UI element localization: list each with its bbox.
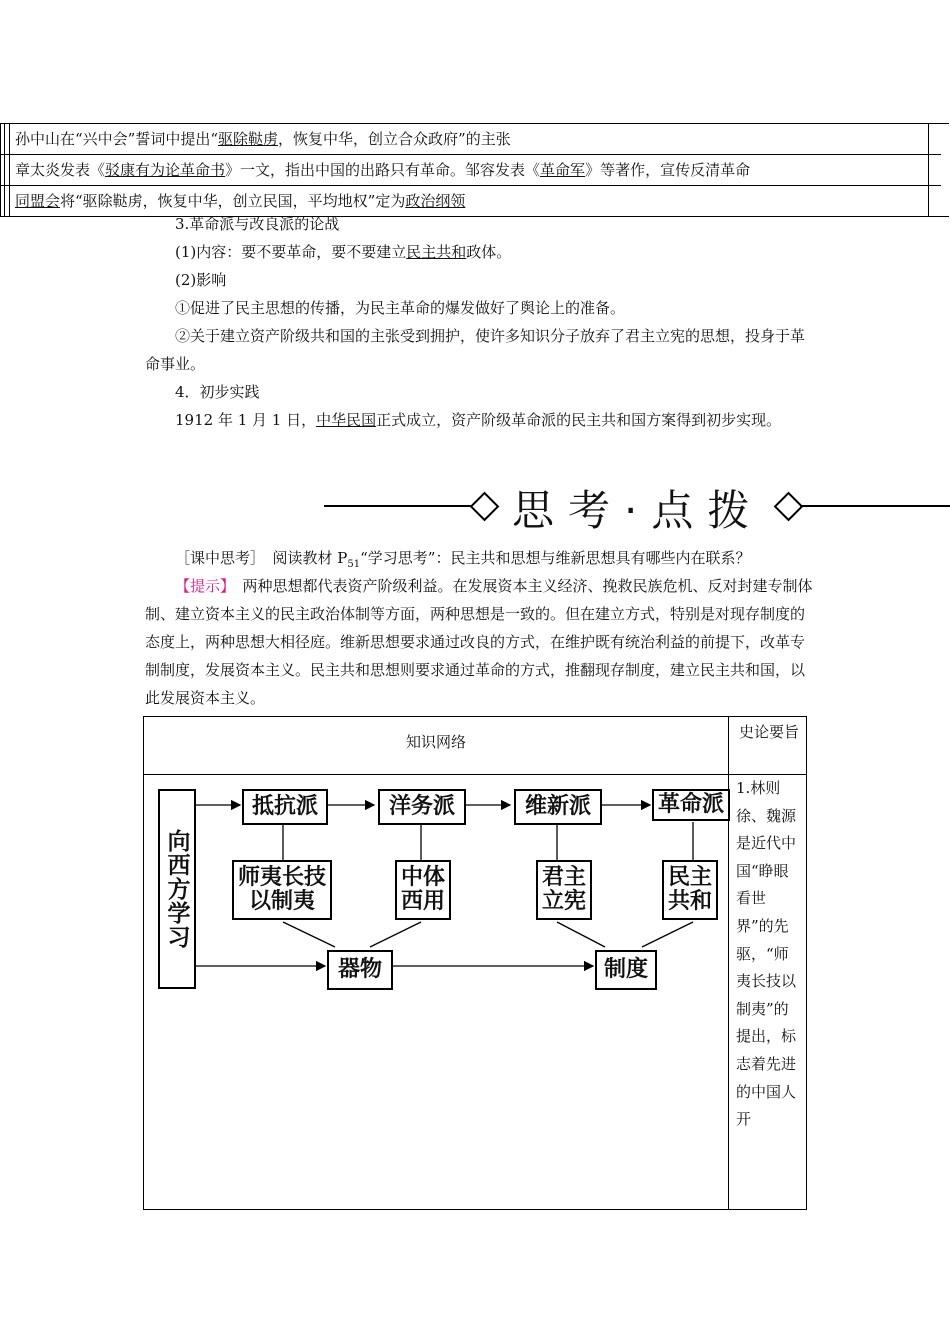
header-knowledge-network: 知识网络 xyxy=(405,733,466,751)
node-resistance-faction: 抵抗派 xyxy=(242,789,328,825)
node-system: 制度 xyxy=(595,950,657,990)
node-democratic-republic: 民主共和 xyxy=(662,860,718,920)
node-learn-techniques: 师夷长技以制夷 xyxy=(232,860,332,920)
section3-title: 3.革命派与改良派的论战 xyxy=(175,215,340,233)
hint-label: 【提示】 xyxy=(175,577,228,595)
node-chinese-body-western-use: 中体西用 xyxy=(395,860,451,920)
node-constitutional-monarchy: 君主立宪 xyxy=(536,860,592,920)
header-historical-summary: 史论要旨 xyxy=(738,723,799,741)
section3-impact1: ①促进了民主思想的传播，为民主革命的爆发做好了舆论上的准备。 xyxy=(175,299,626,317)
section3-impact-title: (2)影响 xyxy=(175,271,227,289)
thinking-answer: 【提示】 两种思想都代表资产阶级利益。在发展资本主义经济、挽救民族危机、反对封建专制体制、建立资本主义的民主政治体制等方面，两种思想是一致的。但在建立方式，特别是对现存制度的态度上，两种思想大相径庭。维新思想要求通过改良的方式，在维护既有统治利益的前提下，改革专制制度，发展资本主义。民主共和思想则要求通过革命的方式，推翻现存制度，建立民主共和国，以此发展资本主义。 xyxy=(145,577,813,707)
row-text: 章太炎发表《驳康有为论革命书》一文，指出中国的出路只有革命。邹容发表《革命军》等著作，宣传反清革命 xyxy=(15,161,751,179)
section3-impact2: ②关于建立资产阶级共和国的主张受到拥护，使许多知识分子放弃了君主立宪的思想，投身于革命事业。 xyxy=(145,327,806,373)
section4-title: 4．初步实践 xyxy=(175,383,260,401)
root-node: 向西方学习 xyxy=(158,789,196,989)
row-text: 同盟会将“驱除鞑虏，恢复中华，创立民国，平均地权”定为政治纲领 xyxy=(15,192,466,210)
node-reform-faction: 维新派 xyxy=(514,789,602,825)
node-westernization-faction: 洋务派 xyxy=(378,789,466,825)
node-material: 器物 xyxy=(327,950,393,990)
banner-title: 思考·点拨 xyxy=(512,486,764,535)
summary-text: 1.林则徐、魏源是近代中国“睁眼看世界”的先驱，“师夷长技以制夷”的提出，标志着先进的中国人开 xyxy=(736,779,797,1129)
thinking-question: ［课中思考］ 阅读教材 $P_{51}“$学习思考”：民主共和思想与维新思想具有哪些内在联系？ xyxy=(175,549,751,570)
section4-text: 1912 年 1 月 1 日，中华民国正式成立，资产阶级革命派的民主共和国方案得到初步实现。 xyxy=(175,411,782,429)
node-revolution-faction: 革命派 xyxy=(652,789,730,821)
row-text: 孙中山在“兴中会”誓词中提出“驱除鞑虏，恢复中华，创立合众政府”的主张 xyxy=(15,130,511,148)
section3-content: (1)内容：要不要革命，要不要建立民主共和政体。 xyxy=(175,243,512,261)
